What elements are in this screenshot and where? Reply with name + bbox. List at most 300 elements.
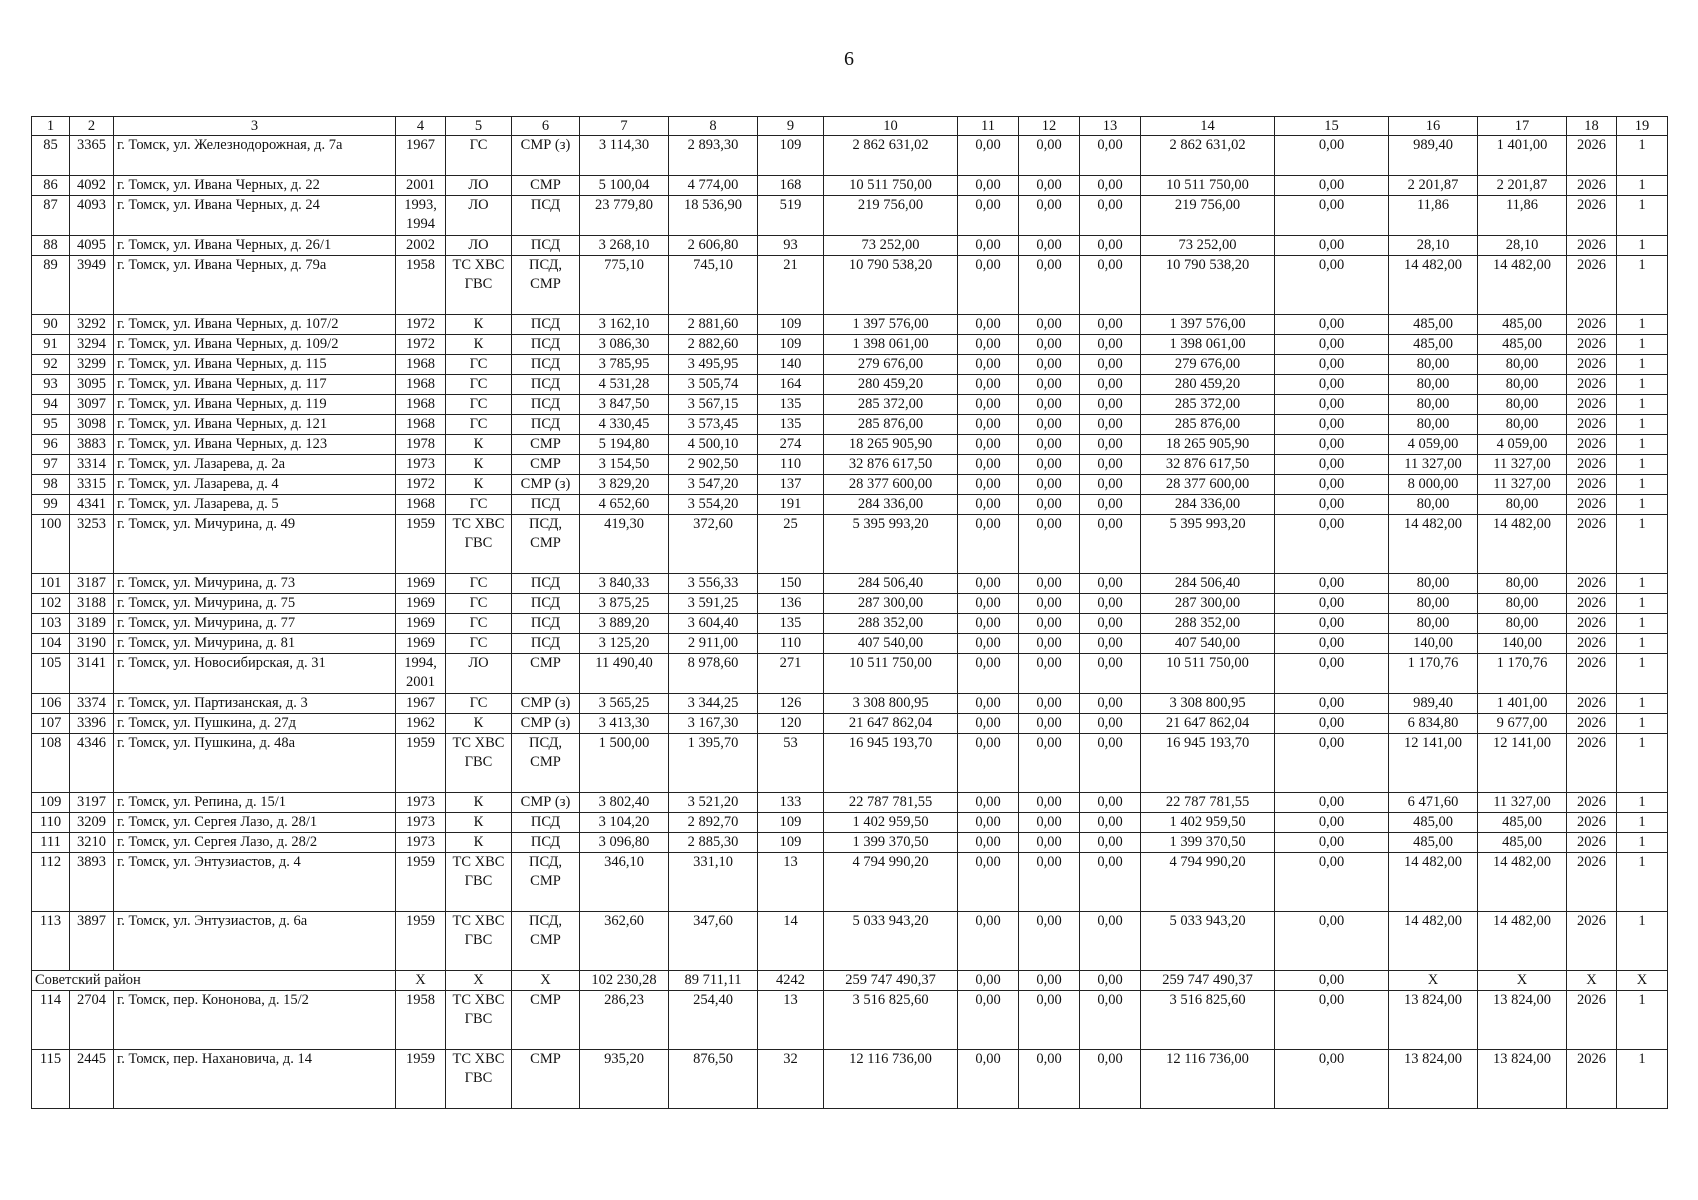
flag-cell: 1 xyxy=(1617,136,1668,176)
cost-owners-cell: 32 876 617,50 xyxy=(1141,455,1275,475)
max-unit-cost-cell: 485,00 xyxy=(1478,315,1567,335)
unit-cost-cell: 80,00 xyxy=(1389,495,1478,515)
flag-cell: 1 xyxy=(1617,853,1668,912)
cost-regional-cell: 0,00 xyxy=(1019,714,1080,734)
building-id-cell: 3098 xyxy=(70,415,114,435)
subtotal-cost-federal: 0,00 xyxy=(958,971,1019,991)
stage-cell: ПСД xyxy=(512,833,580,853)
work-type-cell: К xyxy=(446,813,512,833)
year-cell: 2026 xyxy=(1567,515,1617,574)
cost-municipal-cell: 0,00 xyxy=(1080,176,1141,196)
building-id-cell: 4095 xyxy=(70,236,114,256)
address-cell: г. Томск, ул. Мичурина, д. 81 xyxy=(114,634,396,654)
building-id-cell: 3294 xyxy=(70,335,114,355)
work-type-cell: ГС xyxy=(446,694,512,714)
max-unit-cost-cell: 11,86 xyxy=(1478,196,1567,236)
subtotal-work-type: Х xyxy=(446,971,512,991)
cost-owners-cell: 279 676,00 xyxy=(1141,355,1275,375)
cost-other-cell: 0,00 xyxy=(1275,654,1389,694)
district-name: Советский район xyxy=(32,971,396,991)
stage-cell: ПСД xyxy=(512,395,580,415)
total-area-cell: 3 889,20 xyxy=(580,614,669,634)
cost-other-cell: 0,00 xyxy=(1275,833,1389,853)
cost-federal-cell: 0,00 xyxy=(958,136,1019,176)
cost-municipal-cell: 0,00 xyxy=(1080,694,1141,714)
max-unit-cost-cell: 1 170,76 xyxy=(1478,654,1567,694)
max-unit-cost-cell: 14 482,00 xyxy=(1478,912,1567,971)
year-cell: 2026 xyxy=(1567,475,1617,495)
flag-cell: 1 xyxy=(1617,813,1668,833)
residents-cell: 274 xyxy=(758,435,824,455)
cost-federal-cell: 0,00 xyxy=(958,475,1019,495)
year-cell: 2026 xyxy=(1567,813,1617,833)
year-cell: 2026 xyxy=(1567,634,1617,654)
cost-other-cell: 0,00 xyxy=(1275,694,1389,714)
subtotal-cost-owners: 259 747 490,37 xyxy=(1141,971,1275,991)
build-year-cell: 2002 xyxy=(396,236,446,256)
address-cell: г. Томск, пер. Кононова, д. 15/2 xyxy=(114,991,396,1050)
cost-regional-cell: 0,00 xyxy=(1019,415,1080,435)
unit-cost-cell: 11 327,00 xyxy=(1389,455,1478,475)
address-cell: г. Томск, ул. Сергея Лазо, д. 28/1 xyxy=(114,813,396,833)
stage-cell: СМР (з) xyxy=(512,714,580,734)
cost-federal-cell: 0,00 xyxy=(958,694,1019,714)
cost-federal-cell: 0,00 xyxy=(958,335,1019,355)
total-cost-cell: 5 395 993,20 xyxy=(824,515,958,574)
residents-cell: 110 xyxy=(758,634,824,654)
total-area-cell: 3 268,10 xyxy=(580,236,669,256)
cost-other-cell: 0,00 xyxy=(1275,813,1389,833)
build-year-cell: 1973 xyxy=(396,813,446,833)
column-number-header: 3 xyxy=(114,117,396,136)
cost-other-cell: 0,00 xyxy=(1275,853,1389,912)
cost-municipal-cell: 0,00 xyxy=(1080,475,1141,495)
cost-municipal-cell: 0,00 xyxy=(1080,335,1141,355)
total-cost-cell: 28 377 600,00 xyxy=(824,475,958,495)
cost-federal-cell: 0,00 xyxy=(958,515,1019,574)
max-unit-cost-cell: 4 059,00 xyxy=(1478,435,1567,455)
column-number-header: 18 xyxy=(1567,117,1617,136)
cost-owners-cell: 1 402 959,50 xyxy=(1141,813,1275,833)
address-cell: г. Томск, ул. Мичурина, д. 77 xyxy=(114,614,396,634)
row-number-cell: 114 xyxy=(32,991,70,1050)
row-number-cell: 91 xyxy=(32,335,70,355)
subtotal-living-area: 89 711,11 xyxy=(669,971,758,991)
stage-cell: СМР xyxy=(512,1050,580,1109)
table-row xyxy=(32,355,1668,375)
cost-regional-cell: 0,00 xyxy=(1019,375,1080,395)
address-cell: г. Томск, ул. Репина, д. 15/1 xyxy=(114,793,396,813)
cost-owners-cell: 10 511 750,00 xyxy=(1141,176,1275,196)
table-row xyxy=(32,813,1668,833)
table-row xyxy=(32,395,1668,415)
cost-municipal-cell: 0,00 xyxy=(1080,813,1141,833)
stage-cell: ПСД xyxy=(512,236,580,256)
total-area-cell: 3 829,20 xyxy=(580,475,669,495)
cost-owners-cell: 12 116 736,00 xyxy=(1141,1050,1275,1109)
cost-regional-cell: 0,00 xyxy=(1019,991,1080,1050)
flag-cell: 1 xyxy=(1617,315,1668,335)
living-area-cell: 2 606,80 xyxy=(669,236,758,256)
cost-other-cell: 0,00 xyxy=(1275,793,1389,813)
cost-federal-cell: 0,00 xyxy=(958,395,1019,415)
subtotal-residents: 4242 xyxy=(758,971,824,991)
cost-municipal-cell: 0,00 xyxy=(1080,714,1141,734)
flag-cell: 1 xyxy=(1617,515,1668,574)
total-cost-cell: 1 398 061,00 xyxy=(824,335,958,355)
cost-owners-cell: 3 308 800,95 xyxy=(1141,694,1275,714)
building-id-cell: 3197 xyxy=(70,793,114,813)
cost-regional-cell: 0,00 xyxy=(1019,654,1080,694)
total-cost-cell: 3 516 825,60 xyxy=(824,991,958,1050)
row-number-cell: 98 xyxy=(32,475,70,495)
work-type-cell: К xyxy=(446,335,512,355)
table-row xyxy=(32,833,1668,853)
residents-cell: 21 xyxy=(758,256,824,315)
total-cost-cell: 16 945 193,70 xyxy=(824,734,958,793)
living-area-cell: 254,40 xyxy=(669,991,758,1050)
building-id-cell: 3314 xyxy=(70,455,114,475)
table-row xyxy=(32,1050,1668,1109)
year-cell: 2026 xyxy=(1567,236,1617,256)
total-area-cell: 3 802,40 xyxy=(580,793,669,813)
column-number-header: 8 xyxy=(669,117,758,136)
row-number-cell: 89 xyxy=(32,256,70,315)
total-cost-cell: 288 352,00 xyxy=(824,614,958,634)
cost-regional-cell: 0,00 xyxy=(1019,176,1080,196)
flag-cell: 1 xyxy=(1617,375,1668,395)
max-unit-cost-cell: 485,00 xyxy=(1478,833,1567,853)
total-cost-cell: 285 372,00 xyxy=(824,395,958,415)
cost-municipal-cell: 0,00 xyxy=(1080,236,1141,256)
cost-regional-cell: 0,00 xyxy=(1019,793,1080,813)
work-type-cell: ГС xyxy=(446,574,512,594)
stage-cell: ПСД xyxy=(512,196,580,236)
total-area-cell: 935,20 xyxy=(580,1050,669,1109)
residents-cell: 135 xyxy=(758,614,824,634)
address-cell: г. Томск, ул. Ивана Черных, д. 26/1 xyxy=(114,236,396,256)
flag-cell: 1 xyxy=(1617,912,1668,971)
build-year-cell: 1968 xyxy=(396,495,446,515)
living-area-cell: 4 774,00 xyxy=(669,176,758,196)
flag-cell: 1 xyxy=(1617,176,1668,196)
cost-owners-cell: 1 398 061,00 xyxy=(1141,335,1275,355)
total-area-cell: 23 779,80 xyxy=(580,196,669,236)
address-cell: г. Томск, ул. Ивана Черных, д. 117 xyxy=(114,375,396,395)
building-id-cell: 4092 xyxy=(70,176,114,196)
year-cell: 2026 xyxy=(1567,991,1617,1050)
cost-federal-cell: 0,00 xyxy=(958,833,1019,853)
stage-cell: СМР xyxy=(512,455,580,475)
living-area-cell: 3 344,25 xyxy=(669,694,758,714)
max-unit-cost-cell: 80,00 xyxy=(1478,495,1567,515)
stage-cell: СМР xyxy=(512,991,580,1050)
work-type-cell: К xyxy=(446,714,512,734)
cost-regional-cell: 0,00 xyxy=(1019,634,1080,654)
cost-regional-cell: 0,00 xyxy=(1019,813,1080,833)
living-area-cell: 4 500,10 xyxy=(669,435,758,455)
max-unit-cost-cell: 485,00 xyxy=(1478,813,1567,833)
cost-municipal-cell: 0,00 xyxy=(1080,435,1141,455)
building-id-cell: 3396 xyxy=(70,714,114,734)
row-number-cell: 86 xyxy=(32,176,70,196)
work-type-cell: ГС xyxy=(446,415,512,435)
cost-municipal-cell: 0,00 xyxy=(1080,614,1141,634)
max-unit-cost-cell: 14 482,00 xyxy=(1478,256,1567,315)
stage-cell: СМР (з) xyxy=(512,694,580,714)
capital-repair-table xyxy=(31,116,1668,1109)
total-cost-cell: 4 794 990,20 xyxy=(824,853,958,912)
cost-regional-cell: 0,00 xyxy=(1019,256,1080,315)
row-number-cell: 96 xyxy=(32,435,70,455)
cost-owners-cell: 10 790 538,20 xyxy=(1141,256,1275,315)
flag-cell: 1 xyxy=(1617,714,1668,734)
row-number-cell: 108 xyxy=(32,734,70,793)
residents-cell: 168 xyxy=(758,176,824,196)
cost-other-cell: 0,00 xyxy=(1275,614,1389,634)
building-id-cell: 3190 xyxy=(70,634,114,654)
stage-cell: СМР (з) xyxy=(512,136,580,176)
living-area-cell: 3 567,15 xyxy=(669,395,758,415)
address-cell: г. Томск, ул. Мичурина, д. 75 xyxy=(114,594,396,614)
build-year-cell: 1967 xyxy=(396,694,446,714)
build-year-cell: 1978 xyxy=(396,435,446,455)
cost-other-cell: 0,00 xyxy=(1275,594,1389,614)
build-year-cell: 1958 xyxy=(396,991,446,1050)
subtotal-year: Х xyxy=(1567,971,1617,991)
max-unit-cost-cell: 80,00 xyxy=(1478,594,1567,614)
stage-cell: ПСД xyxy=(512,315,580,335)
cost-regional-cell: 0,00 xyxy=(1019,515,1080,574)
unit-cost-cell: 14 482,00 xyxy=(1389,256,1478,315)
column-number-row xyxy=(32,117,1668,136)
cost-federal-cell: 0,00 xyxy=(958,236,1019,256)
residents-cell: 109 xyxy=(758,833,824,853)
subtotal-build-year: Х xyxy=(396,971,446,991)
total-area-cell: 4 330,45 xyxy=(580,415,669,435)
cost-federal-cell: 0,00 xyxy=(958,793,1019,813)
living-area-cell: 2 885,30 xyxy=(669,833,758,853)
max-unit-cost-cell: 13 824,00 xyxy=(1478,1050,1567,1109)
flag-cell: 1 xyxy=(1617,614,1668,634)
total-cost-cell: 284 336,00 xyxy=(824,495,958,515)
unit-cost-cell: 8 000,00 xyxy=(1389,475,1478,495)
address-cell: г. Томск, ул. Пушкина, д. 48а xyxy=(114,734,396,793)
total-area-cell: 3 125,20 xyxy=(580,634,669,654)
row-number-cell: 115 xyxy=(32,1050,70,1109)
flag-cell: 1 xyxy=(1617,196,1668,236)
cost-regional-cell: 0,00 xyxy=(1019,694,1080,714)
unit-cost-cell: 1 170,76 xyxy=(1389,654,1478,694)
flag-cell: 1 xyxy=(1617,594,1668,614)
residents-cell: 120 xyxy=(758,714,824,734)
unit-cost-cell: 80,00 xyxy=(1389,415,1478,435)
max-unit-cost-cell: 14 482,00 xyxy=(1478,853,1567,912)
unit-cost-cell: 14 482,00 xyxy=(1389,853,1478,912)
total-area-cell: 3 114,30 xyxy=(580,136,669,176)
row-number-cell: 104 xyxy=(32,634,70,654)
cost-regional-cell: 0,00 xyxy=(1019,734,1080,793)
total-cost-cell: 2 862 631,02 xyxy=(824,136,958,176)
living-area-cell: 3 521,20 xyxy=(669,793,758,813)
total-area-cell: 3 096,80 xyxy=(580,833,669,853)
cost-municipal-cell: 0,00 xyxy=(1080,515,1141,574)
build-year-cell: 1972 xyxy=(396,315,446,335)
address-cell: г. Томск, ул. Ивана Черных, д. 121 xyxy=(114,415,396,435)
year-cell: 2026 xyxy=(1567,654,1617,694)
max-unit-cost-cell: 28,10 xyxy=(1478,236,1567,256)
living-area-cell: 331,10 xyxy=(669,853,758,912)
residents-cell: 53 xyxy=(758,734,824,793)
address-cell: г. Томск, ул. Пушкина, д. 27д xyxy=(114,714,396,734)
total-area-cell: 11 490,40 xyxy=(580,654,669,694)
total-cost-cell: 22 787 781,55 xyxy=(824,793,958,813)
cost-other-cell: 0,00 xyxy=(1275,176,1389,196)
living-area-cell: 3 573,45 xyxy=(669,415,758,435)
cost-municipal-cell: 0,00 xyxy=(1080,455,1141,475)
work-type-cell: К xyxy=(446,833,512,853)
column-number-header: 5 xyxy=(446,117,512,136)
row-number-cell: 90 xyxy=(32,315,70,335)
total-area-cell: 4 652,60 xyxy=(580,495,669,515)
cost-other-cell: 0,00 xyxy=(1275,495,1389,515)
cost-owners-cell: 5 395 993,20 xyxy=(1141,515,1275,574)
unit-cost-cell: 485,00 xyxy=(1389,813,1478,833)
subtotal-flag: Х xyxy=(1617,971,1668,991)
cost-owners-cell: 1 399 370,50 xyxy=(1141,833,1275,853)
stage-cell: ПСД xyxy=(512,574,580,594)
year-cell: 2026 xyxy=(1567,395,1617,415)
cost-owners-cell: 287 300,00 xyxy=(1141,594,1275,614)
living-area-cell: 2 911,00 xyxy=(669,634,758,654)
address-cell: г. Томск, ул. Энтузиастов, д. 6а xyxy=(114,912,396,971)
total-area-cell: 5 194,80 xyxy=(580,435,669,455)
cost-municipal-cell: 0,00 xyxy=(1080,1050,1141,1109)
table-row xyxy=(32,654,1668,694)
living-area-cell: 3 554,20 xyxy=(669,495,758,515)
building-id-cell: 3187 xyxy=(70,574,114,594)
residents-cell: 191 xyxy=(758,495,824,515)
unit-cost-cell: 14 482,00 xyxy=(1389,515,1478,574)
cost-owners-cell: 18 265 905,90 xyxy=(1141,435,1275,455)
work-type-cell: ТС ХВС ГВС xyxy=(446,515,512,574)
cost-municipal-cell: 0,00 xyxy=(1080,734,1141,793)
cost-municipal-cell: 0,00 xyxy=(1080,495,1141,515)
max-unit-cost-cell: 11 327,00 xyxy=(1478,475,1567,495)
table-row xyxy=(32,236,1668,256)
year-cell: 2026 xyxy=(1567,1050,1617,1109)
work-type-cell: ЛО xyxy=(446,176,512,196)
building-id-cell: 3253 xyxy=(70,515,114,574)
stage-cell: ПСД, СМР xyxy=(512,734,580,793)
total-cost-cell: 3 308 800,95 xyxy=(824,694,958,714)
building-id-cell: 3883 xyxy=(70,435,114,455)
work-type-cell: ЛО xyxy=(446,196,512,236)
cost-other-cell: 0,00 xyxy=(1275,236,1389,256)
stage-cell: ПСД, СМР xyxy=(512,256,580,315)
build-year-cell: 1972 xyxy=(396,475,446,495)
total-area-cell: 419,30 xyxy=(580,515,669,574)
work-type-cell: К xyxy=(446,455,512,475)
cost-federal-cell: 0,00 xyxy=(958,455,1019,475)
flag-cell: 1 xyxy=(1617,395,1668,415)
stage-cell: ПСД, СМР xyxy=(512,853,580,912)
cost-municipal-cell: 0,00 xyxy=(1080,654,1141,694)
building-id-cell: 2445 xyxy=(70,1050,114,1109)
cost-federal-cell: 0,00 xyxy=(958,435,1019,455)
cost-regional-cell: 0,00 xyxy=(1019,833,1080,853)
cost-federal-cell: 0,00 xyxy=(958,574,1019,594)
year-cell: 2026 xyxy=(1567,256,1617,315)
cost-other-cell: 0,00 xyxy=(1275,136,1389,176)
build-year-cell: 1958 xyxy=(396,256,446,315)
building-id-cell: 4341 xyxy=(70,495,114,515)
address-cell: г. Томск, ул. Энтузиастов, д. 4 xyxy=(114,853,396,912)
unit-cost-cell: 6 471,60 xyxy=(1389,793,1478,813)
year-cell: 2026 xyxy=(1567,495,1617,515)
cost-federal-cell: 0,00 xyxy=(958,853,1019,912)
year-cell: 2026 xyxy=(1567,415,1617,435)
work-type-cell: К xyxy=(446,475,512,495)
total-area-cell: 3 104,20 xyxy=(580,813,669,833)
living-area-cell: 8 978,60 xyxy=(669,654,758,694)
building-id-cell: 3315 xyxy=(70,475,114,495)
table-row xyxy=(32,574,1668,594)
address-cell: г. Томск, ул. Ивана Черных, д. 22 xyxy=(114,176,396,196)
total-cost-cell: 10 790 538,20 xyxy=(824,256,958,315)
unit-cost-cell: 13 824,00 xyxy=(1389,991,1478,1050)
build-year-cell: 1959 xyxy=(396,912,446,971)
flag-cell: 1 xyxy=(1617,236,1668,256)
stage-cell: ПСД xyxy=(512,614,580,634)
cost-other-cell: 0,00 xyxy=(1275,415,1389,435)
cost-other-cell: 0,00 xyxy=(1275,355,1389,375)
cost-municipal-cell: 0,00 xyxy=(1080,256,1141,315)
stage-cell: ПСД xyxy=(512,813,580,833)
residents-cell: 135 xyxy=(758,395,824,415)
total-area-cell: 362,60 xyxy=(580,912,669,971)
max-unit-cost-cell: 80,00 xyxy=(1478,574,1567,594)
table-row xyxy=(32,136,1668,176)
stage-cell: ПСД xyxy=(512,355,580,375)
cost-regional-cell: 0,00 xyxy=(1019,455,1080,475)
cost-owners-cell: 73 252,00 xyxy=(1141,236,1275,256)
year-cell: 2026 xyxy=(1567,793,1617,813)
unit-cost-cell: 485,00 xyxy=(1389,335,1478,355)
cost-regional-cell: 0,00 xyxy=(1019,594,1080,614)
table-row xyxy=(32,475,1668,495)
flag-cell: 1 xyxy=(1617,415,1668,435)
work-type-cell: ЛО xyxy=(446,236,512,256)
table-row xyxy=(32,912,1668,971)
flag-cell: 1 xyxy=(1617,654,1668,694)
flag-cell: 1 xyxy=(1617,634,1668,654)
total-cost-cell: 12 116 736,00 xyxy=(824,1050,958,1109)
row-number-cell: 107 xyxy=(32,714,70,734)
build-year-cell: 1973 xyxy=(396,455,446,475)
year-cell: 2026 xyxy=(1567,455,1617,475)
subtotal-max-unit-cost: Х xyxy=(1478,971,1567,991)
cost-owners-cell: 285 372,00 xyxy=(1141,395,1275,415)
residents-cell: 271 xyxy=(758,654,824,694)
work-type-cell: К xyxy=(446,315,512,335)
year-cell: 2026 xyxy=(1567,196,1617,236)
cost-federal-cell: 0,00 xyxy=(958,375,1019,395)
max-unit-cost-cell: 80,00 xyxy=(1478,355,1567,375)
unit-cost-cell: 485,00 xyxy=(1389,315,1478,335)
total-area-cell: 775,10 xyxy=(580,256,669,315)
cost-municipal-cell: 0,00 xyxy=(1080,136,1141,176)
